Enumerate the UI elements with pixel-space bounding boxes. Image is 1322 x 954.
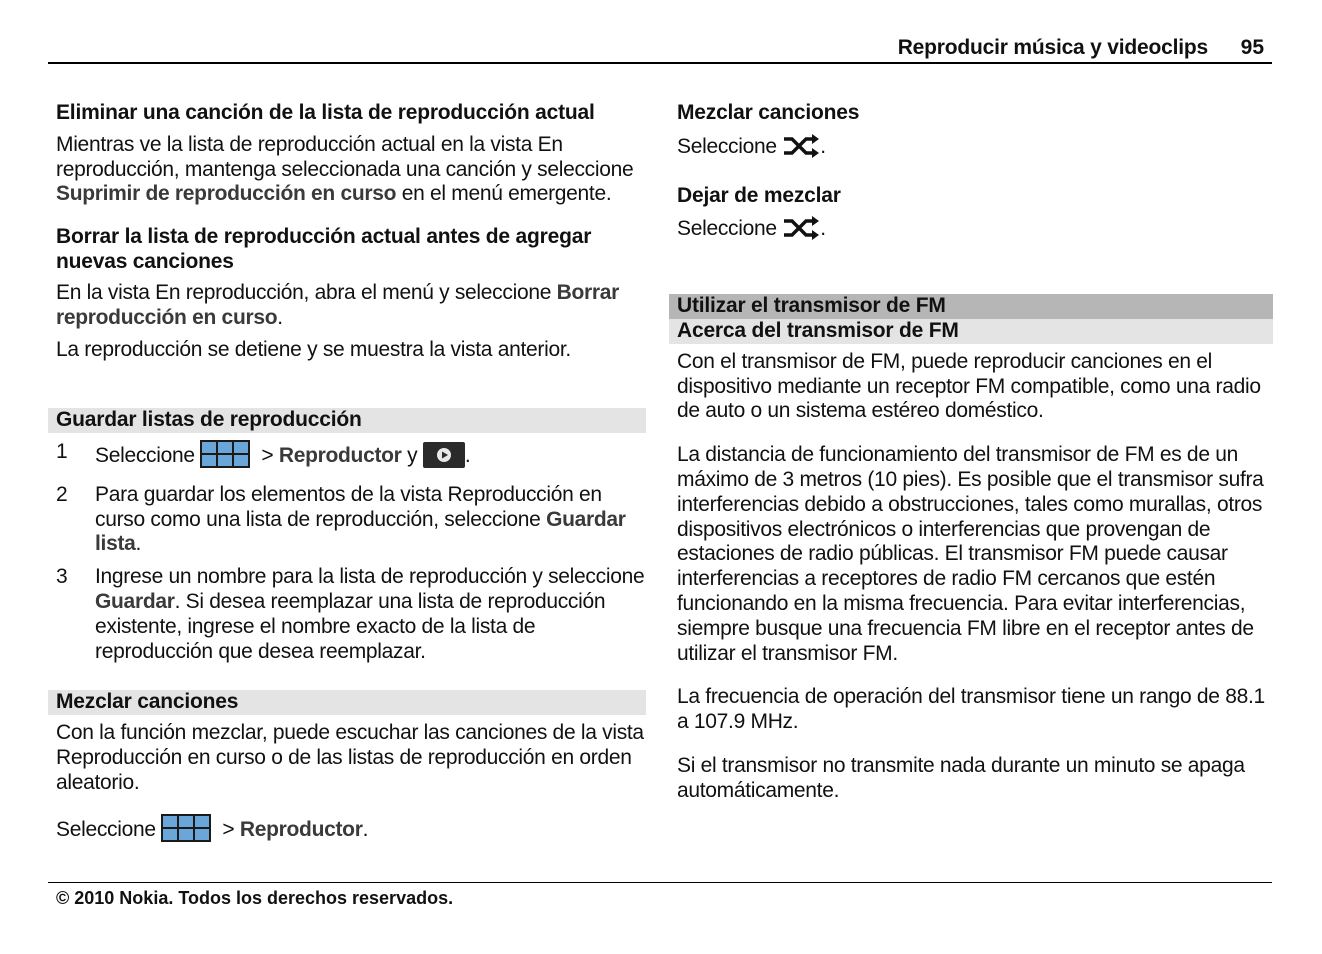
page-footer (48, 882, 1272, 908)
text: . (277, 305, 283, 329)
bold-term: Borrar reproducción en curso (56, 280, 620, 329)
copyright-notice: © 2010 Nokia. Todos los derechos reservados. (56, 888, 454, 908)
paragraph (56, 281, 646, 331)
bold-term: Guardar (95, 589, 175, 613)
list-number: 2 (56, 482, 68, 506)
section-band: Mezclar canciones (48, 690, 646, 715)
text: Para guardar los elementos de la vista Reproducción en curso como una lista de reproducción, seleccione (95, 482, 602, 531)
section-band: Acerca del transmisor de FM (669, 319, 1273, 344)
section-band-primary: Utilizar el transmisor de FM (669, 294, 1273, 319)
section-band: Guardar listas de reproducción (48, 408, 646, 433)
bold-term: Suprimir de reproducción en curso (56, 182, 397, 206)
paragraph: Con la función mezclar, puede escuchar las canciones de la vista Reproducción en curso o de las listas de reproducción en orden aleatorio. (56, 721, 644, 794)
list-item: 1 Seleccione > Reproductor y . (56, 440, 646, 475)
list-number: 1 (56, 439, 68, 463)
menu-grid-icon (200, 440, 250, 475)
left-column (56, 98, 646, 848)
text: En la vista En reproducción, abra el menú y seleccione (56, 280, 557, 304)
page-number: 95 (1240, 36, 1264, 59)
text: Seleccione (95, 443, 201, 467)
text: Seleccione (677, 217, 783, 241)
page-header (48, 32, 1272, 64)
bold-term: Guardar lista (95, 507, 626, 556)
list-number: 3 (56, 565, 68, 589)
paragraph: Con el transmisor de FM, puede reproducir canciones en el dispositivo mediante un receptor FM compatible, como una radio de auto o un sistema estéreo doméstico. (677, 349, 1261, 423)
text: Seleccione (677, 134, 783, 158)
paragraph (677, 133, 1269, 166)
paragraph (56, 133, 646, 207)
bold-term: Reproductor (239, 817, 363, 841)
shuffle-icon (782, 215, 820, 248)
list-item (56, 483, 646, 557)
text: y (401, 443, 423, 467)
bold-term: Reproductor (278, 443, 402, 467)
paragraph: La reproducción se detiene y se muestra la vista anterior. (56, 338, 571, 362)
text: . (820, 217, 826, 241)
paragraph (56, 814, 646, 849)
paragraph: Si el transmisor no transmite nada durante un minuto se apaga automáticamente. (677, 753, 1245, 802)
text: . (362, 817, 369, 841)
menu-grid-icon (161, 814, 211, 849)
ordered-list (56, 440, 646, 664)
right-column (677, 98, 1269, 804)
text: > (216, 817, 240, 841)
paragraph: La distancia de funcionamiento del transmisor de FM es de un máximo de 3 metros (10 pies). Es posible que el transmisor sufra interferencias debido a obstrucciones, tales como murallas, otros dispositivos electrónicos o interferencias que provengan de estaciones de radio públicas. El transmisor FM puede causar interferencias a receptores de radio FM cercanos que estén funcionando en la misma frecuencia. Para evitar interferencias, siempre busque una frecuencia FM libre en el receptor antes de utilizar el transmisor FM. (677, 443, 1264, 665)
shuffle-icon (782, 133, 820, 166)
text: . (464, 443, 471, 467)
text: . (820, 134, 826, 158)
text: Mientras ve la lista de reproducción actual en la vista En reproducción, mantenga seleccionada una canción y seleccione (56, 132, 634, 181)
text: Ingrese un nombre para la lista de reproducción y seleccione (95, 565, 645, 589)
list-item (56, 565, 646, 664)
section-heading: Eliminar una canción de la lista de reproducción actual (56, 101, 595, 124)
paragraph (677, 215, 1269, 248)
paragraph: La frecuencia de operación del transmisor tiene un rango de 88.1 a 107.9 MHz. (677, 685, 1265, 734)
section-heading: Mezclar canciones (677, 101, 860, 124)
text: . Si desea reemplazar una lista de reproducción existente, ingrese el nombre exacto de la lista de reproducción que desea reemplazar. (95, 589, 606, 663)
text: Seleccione (56, 817, 162, 841)
play-icon (423, 442, 465, 475)
text: . (135, 532, 142, 556)
chapter-title: Reproducir música y videoclips (897, 36, 1208, 59)
text: en el menú emergente. (396, 182, 612, 206)
section-heading: Dejar de mezclar (677, 183, 841, 207)
section-heading: Borrar la lista de reproducción actual antes de agregar nuevas canciones (56, 225, 592, 273)
